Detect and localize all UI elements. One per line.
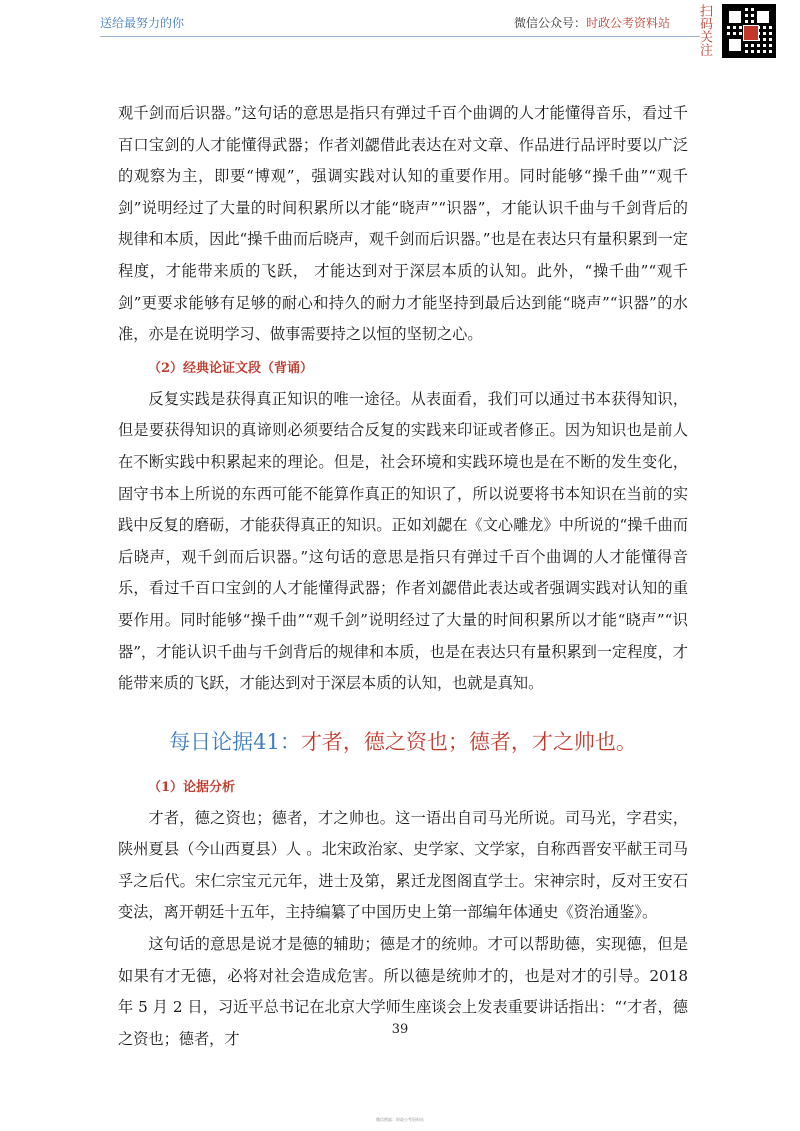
qr-corner — [726, 8, 744, 26]
scan-label: 扫码关注 — [697, 4, 712, 56]
section-heading-1: （1）论据分析 — [148, 779, 236, 795]
header-divider — [100, 36, 700, 37]
header-account — [514, 14, 670, 31]
header-account-site: 时政公考资料站 — [585, 16, 670, 30]
paragraph-1: 观千剑而后识器。”这句话的意思是指只有弹过千百个曲调的人才能懂得音乐，看过千百口宝剑的人才能懂得武器；作者刘勰借此表达在对文章、作品进行品评时要以广泛的观察为主，即要“博观”，强调实践对认知的重要作用。同时能够“操千曲”“观千剑”说明经过了大量的时间积累所以才能“晓声”“识器”，才能认识千曲与千剑背后的规律和本质，因此“操千曲而后晓声，观千剑而后识器。”也是在表达只有量积累到一定程度，才能带来质的飞跃， 才能达到对于深层本质的认知。此外，“操千曲”“观千剑”更要求能够有足够的耐心和持久的耐力才能坚持到最后达到能“晓声”“识器”的水准，亦是在说明学习、做事需要持之以恒的坚韧之心。 — [118, 104, 688, 344]
paragraph-2: 反复实践是获得真正知识的唯一途径。从表面看，我们可以通过书本获得知识，但是要获得知识的真谛则必须要结合反复的实践来印证或者修正。因为知识也是前人在不断实践中积累起来的理论。但是，社会环境和实践环境也是在不断的发生变化，固守书本上所说的东西可能不能算作真正的知识了，所以说要将书本知识在当前的实践中反复的磨砺，才能获得真正的知识。正如刘勰在《文心雕龙》中所说的“操千曲而后晓声，观千剑而后识器。”这句话的意思是指只有弹过千百个曲调的人才能懂得音乐，看过千百口宝剑的人才能懂得武器；作者刘勰借此表达或者强调实践对认知的重要作用。同时能够“操千曲”“观千剑”说明经过了大量的时间积累所以才能“晓声”“识器”，才能认识千曲与千剑背后的规律和本质，也是在表达只有量积累到一定程度，才能带来质的飞跃，才能达到对于深层本质的认知，也就是真知。 — [118, 389, 688, 693]
header-slogan: 送给最努力的你 — [100, 16, 185, 30]
paragraph-3: 才者，德之资也；德者，才之帅也。这一语出自司马光所说。司马光，字君实，陕州夏县（今山西夏县）人 。北宋政治家、史学家、文学家，自称西晋安平献王司马孚之后代。宋仁宗宝元元年，进士及第，累迁龙图阁直学士。宋神宗时，反对王安石变法，离开朝廷十五年，主持编纂了中国历史上第一部编年体通史《资治通鉴》。 — [118, 808, 688, 922]
qr-corner — [754, 8, 772, 26]
paragraph-4: 这句话的意思是说才是德的辅助；德是才的统帅。才可以帮助德，实现德，但是如果有才无德，必将对社会造成危害。所以德是统帅才的，也是对才的引导。2018 年 5 月 2 日，习近平总书记在北京大学师生座谈会上发表重要讲话指出：“‘才者，德之资也；德者，才 — [118, 935, 688, 1048]
header-account-prefix: 微信公众号： — [513, 16, 586, 30]
document-body — [118, 98, 688, 1055]
section-heading-2: （2）经典论证文段（背诵） — [148, 360, 314, 376]
daily-argument-title — [118, 726, 688, 758]
qr-corner — [726, 36, 744, 54]
title-text: 才者，德之资也；德者，才之帅也。 — [300, 729, 637, 754]
qr-logo-icon — [743, 25, 759, 41]
page-number: 39 — [391, 1022, 409, 1037]
footer-note: 微信搜索：时政公考资料站 — [376, 1117, 424, 1122]
title-label: 每日论据41： — [169, 729, 301, 754]
qr-code-icon[interactable] — [722, 4, 776, 58]
